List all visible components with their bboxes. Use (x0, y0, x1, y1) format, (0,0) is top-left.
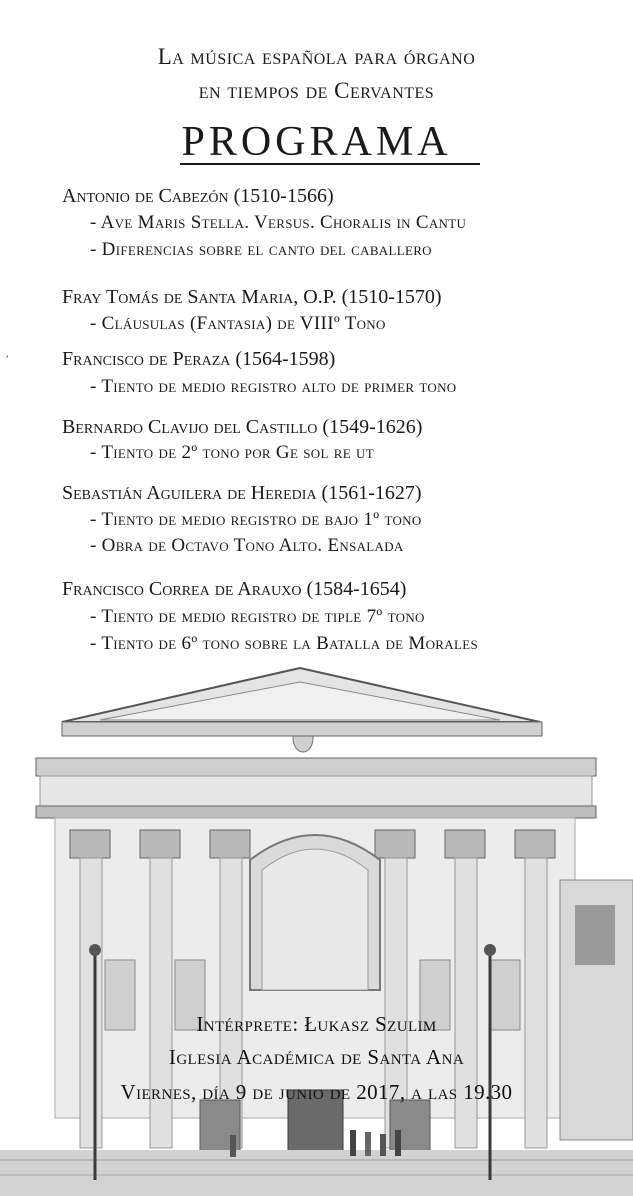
composer-correa: Francisco Correa de Arauxo (1584-1654) (62, 578, 407, 600)
composer-aguilera: Sebastián Aguilera de Heredia (1561-1627) (62, 482, 422, 504)
church-facade-icon (0, 660, 633, 1196)
event-title-line-1: La música española para órgano (157, 44, 476, 69)
composer-peraza: Francisco de Peraza (1564-1598) (62, 348, 336, 370)
piece-item: - Cláusulas (Fantasia) de VIIIº Tono (90, 313, 386, 334)
piece-item: - Obra de Octavo Tono Alto. Ensalada (90, 535, 404, 556)
piece-item: - Tiento de medio registro alto de primer tono (90, 376, 457, 397)
piece-item: - Tiento de 6º tono sobre la Batalla de Morales (90, 633, 478, 654)
piece-item: - Tiento de 2º tono por Ge sol re ut (90, 442, 374, 463)
event-title-line-2: en tiempos de Cervantes (198, 78, 435, 103)
piece-item: - Tiento de medio registro de bajo 1º tono (90, 509, 422, 530)
piece-item: - Tiento de medio registro de tiple 7º tono (90, 606, 425, 627)
venue-line: Iglesia Académica de Santa Ana (168, 1045, 465, 1069)
piece-item: - Ave Maris Stella. Versus. Choralis in Cantu (90, 212, 467, 233)
composer-santa-maria: Fray Tomás de Santa Maria, O.P. (1510-1570) (62, 286, 442, 308)
heading-underline (180, 163, 480, 165)
composer-clavijo: Bernardo Clavijo del Castillo (1549-1626) (62, 416, 423, 438)
piece-item: - Diferencias sobre el canto del caballero (90, 239, 432, 260)
composer-cabezon: Antonio de Cabezón (1510-1566) (62, 185, 334, 207)
date-time-line: Viernes, día 9 de junio de 2017, a las 19.30 (120, 1080, 513, 1104)
performer-line: Intérprete: Łukasz Szulim (196, 1012, 437, 1036)
program-heading: PROGRAMA (181, 119, 452, 165)
scan-speck: ′ (6, 352, 9, 366)
